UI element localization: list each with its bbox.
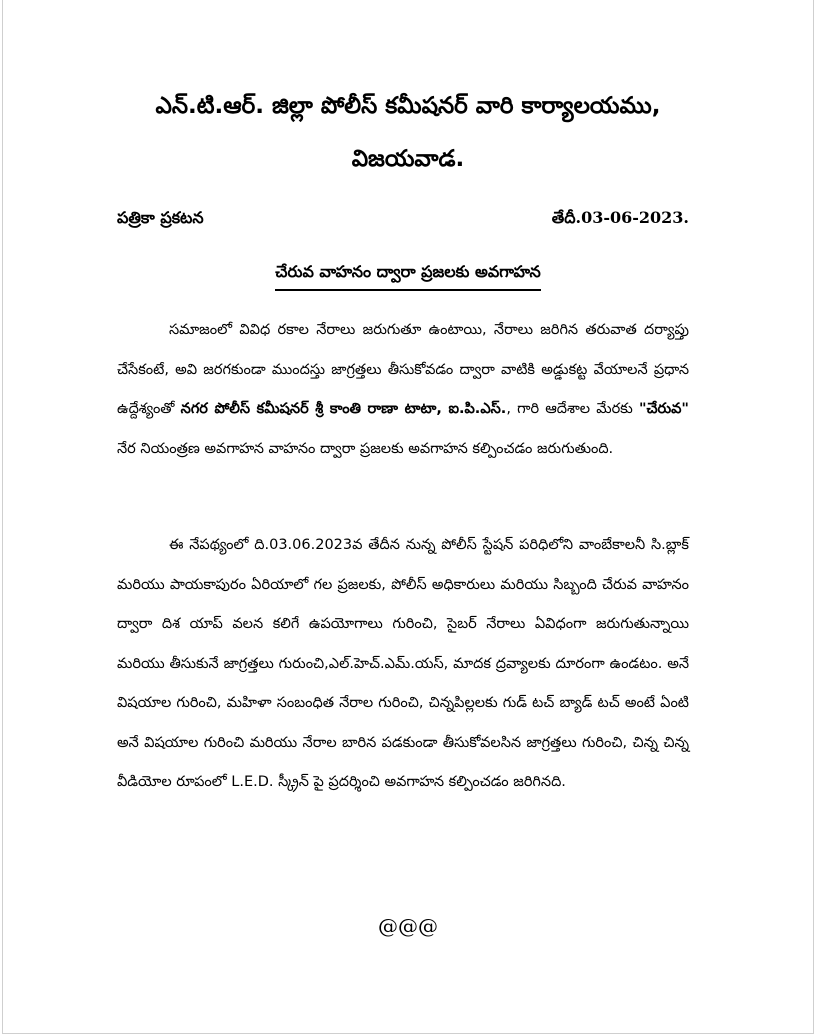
subject-heading <box>0 262 816 291</box>
press-release-label: పత్రికా ప్రకటన <box>117 208 204 227</box>
subject-text: చేరువ వాహనం ద్వారా ప్రజలకు అవగాహన <box>275 262 540 291</box>
paragraph-1 <box>117 311 689 469</box>
end-marker: @@@ <box>378 914 438 938</box>
office-title: ఎన్.టి.ఆర్. జిల్లా పోలీస్ కమీషనర్ వారి కార్యాలయము, <box>155 93 661 119</box>
release-date: తేదీ.03-06-2023. <box>551 208 689 227</box>
cheruva-name: "చేరువ" <box>638 401 689 417</box>
paragraph-2 <box>117 526 689 803</box>
paragraph-2-text: ఈ నేపథ్యంలో ది.03.06.2023వ తేదీన నున్న పోలీస్ స్టేషన్ పరిధిలోని వాంబేకాలనీ సి.బ్లాక్ మరియు పాయకాపురం ఏరియాలో గల ప్రజలకు, పోలీస్ అధికారులు మరియు సిబ్బంది చేరువ వాహనం ద్వారా దిశ యాప్ వలన కలిగే ఉపయోగాలు గురించి, సైబర్ నేరాలు ఏవిధంగా జరుగుతున్నాయి మరియు తీసుకునే జాగ్రత్తలు గురుంచి,ఎల్.హెచ్.ఎమ్.యస్, మాదక ద్రవ్యాలకు దూరంగా ఉండటం. అనే విషయాల గురించి, మహిళా సంబంధిత నేరాల గురించి, చిన్నపిల్లలకు గుడ్ టచ్ బ్యాడ్ టచ్ అంటే ఏంటి అనే విషయాల గురించి మరియు నేరాల బారిన పడకుండా తీసుకోవలసిన జాగ్రత్తలు గురించి, చిన్న చిన్న వీడియోల రూపంలో L.E.D. స్క్రీన్ పై ప్రదర్శించి అవగాహన కల్పించడం జరిగినది. <box>117 537 689 790</box>
commissioner-name: నగర పోలీస్ కమీషనర్ శ్రీ కాంతి రాణా టాటా, ఐ.పి.ఎస్. <box>180 401 507 417</box>
paragraph-1-text-c: నేర నియంత్రణ అవగాహన వాహనం ద్వారా ప్రజలకు అవగాహన కల్పించడం జరుగుతుంది. <box>117 440 614 457</box>
paragraph-1-text-b: , గారి ఆదేశాల మేరకు <box>506 401 639 417</box>
release-meta-row <box>117 208 689 234</box>
city-title: విజయవాడ. <box>351 146 465 172</box>
paragraph-1-text-a: సమాజంలో వివిధ రకాల నేరాలు జరుగుతూ ఉంటాయి, నేరాలు జరిగిన తరువాత దర్యాప్తు చేసేకంటే, అవి జరగకుండా ముందస్తు జాగ్రత్తలు తీసుకోవడం ద్వారా వాటికి అడ్డుకట్ట వేయాలనే ప్రధాన ఉద్దేశ్యంతో <box>117 322 689 417</box>
